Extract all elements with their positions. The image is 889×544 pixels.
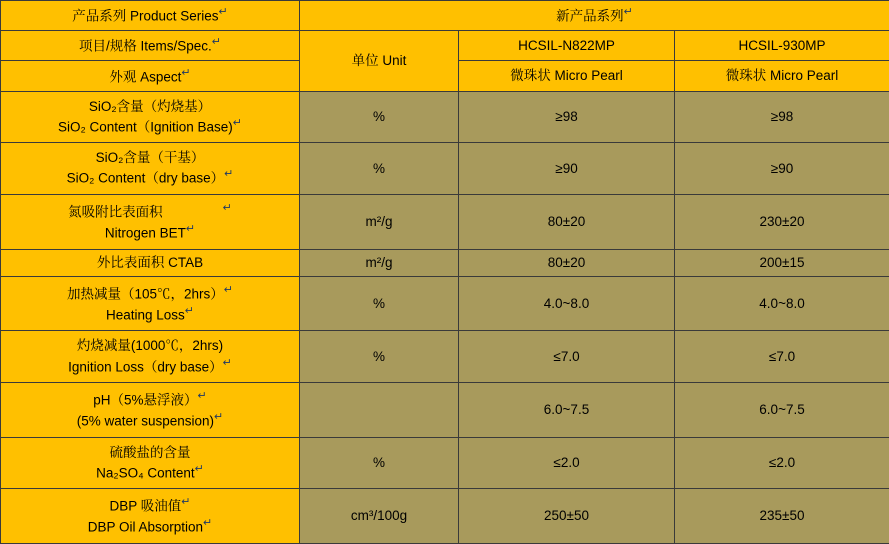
row-label [1, 276, 300, 331]
table-row [1, 489, 889, 544]
row-unit [300, 383, 459, 438]
row-label [1, 437, 300, 489]
row-label-cn: DBP 吸油值↵ [109, 496, 191, 514]
row-value-a: ≥98 [459, 91, 675, 143]
row-label-en: Ignition Loss（dry base）↵ [68, 356, 232, 375]
row-value-a: 80±20 [459, 249, 675, 276]
table-row [1, 143, 889, 195]
row-label-en: Nitrogen BET↵ [104, 222, 196, 241]
row-label [1, 331, 300, 383]
revision-mark-icon: ↵ [223, 283, 233, 296]
row-label-cn: 氮吸附比表面积 ↵ [68, 202, 232, 220]
row-value-b: ≥90 [675, 143, 889, 195]
row-value-b: ≥98 [675, 91, 889, 143]
header-unit-text: 单位 Unit [351, 52, 407, 68]
row-label-cn: 硫酸盐的含量 [109, 444, 191, 460]
row-value-a: 4.0~8.0 [459, 276, 675, 331]
row-unit: m²/g [300, 249, 459, 276]
row-value-b: ≤2.0 [675, 437, 889, 489]
row-label-en: SiO₂ Content（Ignition Base)↵ [57, 116, 243, 135]
row-label-en: DBP Oil Absorption↵ [87, 517, 213, 535]
header-new-series [300, 1, 889, 31]
table-row [1, 276, 889, 331]
aspect-value-a [459, 61, 675, 91]
header-product-series-text: 产品系列 Product Series [72, 8, 219, 24]
row-label-aspect [1, 61, 300, 91]
row-label-en: SiO₂ Content（dry base）↵ [66, 168, 234, 186]
revision-mark-icon: ↵ [218, 6, 228, 19]
row-label [1, 383, 300, 438]
revision-mark-icon: ↵ [211, 36, 221, 49]
revision-mark-icon: ↵ [203, 517, 213, 530]
row-label [1, 249, 300, 276]
row-unit: cm³/100g [300, 489, 459, 544]
row-value-a: 6.0~7.5 [459, 383, 675, 438]
row-label [1, 194, 300, 249]
aspect-value-b-text: 微珠状 Micro Pearl [725, 67, 839, 83]
revision-mark-icon: ↵ [222, 356, 232, 369]
row-label [1, 143, 300, 195]
revision-mark-icon: ↵ [214, 410, 224, 423]
revision-mark-icon: ↵ [181, 496, 191, 509]
header-unit [300, 31, 459, 91]
row-value-b: 230±20 [675, 194, 889, 249]
row-value-b: 200±15 [675, 249, 889, 276]
row-label-cn: 外比表面积 CTAB [96, 254, 204, 270]
row-label-en: Heating Loss↵ [105, 304, 195, 323]
table-row [1, 249, 889, 276]
revision-mark-icon: ↵ [197, 390, 207, 403]
row-value-a: ≤7.0 [459, 331, 675, 383]
revision-mark-icon: ↵ [232, 116, 243, 129]
row-label [1, 489, 300, 544]
table-row [1, 331, 889, 383]
row-unit: % [300, 331, 459, 383]
table-row-items-spec [1, 31, 889, 61]
row-unit: % [300, 91, 459, 143]
table-row-header-series [1, 1, 889, 31]
row-unit: % [300, 437, 459, 489]
aspect-value-b [675, 61, 889, 91]
row-label [1, 91, 300, 143]
row-value-a: 250±50 [459, 489, 675, 544]
row-label-cn: 灼烧减量(1000℃，2hrs) [76, 338, 224, 354]
header-column-a [459, 31, 675, 61]
row-label-cn: SiO₂含量（干基） [95, 150, 205, 166]
row-label-cn: 加热减量（105℃，2hrs）↵ [66, 283, 233, 302]
revision-mark-icon: ↵ [222, 202, 232, 215]
table-row [1, 91, 889, 143]
aspect-value-a-text: 微珠状 Micro Pearl [510, 67, 623, 83]
revision-mark-icon: ↵ [194, 462, 204, 475]
row-unit: % [300, 276, 459, 331]
revision-mark-icon: ↵ [184, 304, 195, 317]
header-column-b-text: HCSIL-930MP [738, 37, 826, 53]
table-row [1, 383, 889, 438]
revision-mark-icon: ↵ [181, 66, 191, 79]
row-label-cn: pH（5%悬浮液）↵ [93, 390, 207, 408]
row-label-en: (5% water suspension)↵ [76, 410, 224, 429]
row-label-aspect-text: 外观 Aspect [109, 69, 182, 85]
row-value-b: 235±50 [675, 489, 889, 544]
revision-mark-icon: ↵ [623, 6, 633, 19]
header-column-b [675, 31, 889, 61]
row-value-a: ≤2.0 [459, 437, 675, 489]
header-new-series-text: 新产品系列 [556, 8, 624, 24]
row-label-cn: SiO₂含量（灼烧基） [88, 98, 212, 114]
row-value-b: ≤7.0 [675, 331, 889, 383]
row-value-b: 4.0~8.0 [675, 276, 889, 331]
row-value-a: ≥90 [459, 143, 675, 195]
header-product-series [1, 1, 300, 31]
table-row [1, 194, 889, 249]
header-items-spec-text: 项目/规格 Items/Spec. [79, 38, 212, 54]
row-unit: m²/g [300, 194, 459, 249]
row-unit: % [300, 143, 459, 195]
table-row [1, 437, 889, 489]
header-items-spec [1, 31, 300, 61]
revision-mark-icon: ↵ [185, 222, 196, 235]
row-label-en: Na₂SO₄ Content↵ [96, 462, 204, 481]
row-value-b: 6.0~7.5 [675, 383, 889, 438]
row-value-a: 80±20 [459, 194, 675, 249]
revision-mark-icon: ↵ [224, 168, 234, 181]
header-column-a-text: HCSIL-N822MP [518, 37, 615, 53]
